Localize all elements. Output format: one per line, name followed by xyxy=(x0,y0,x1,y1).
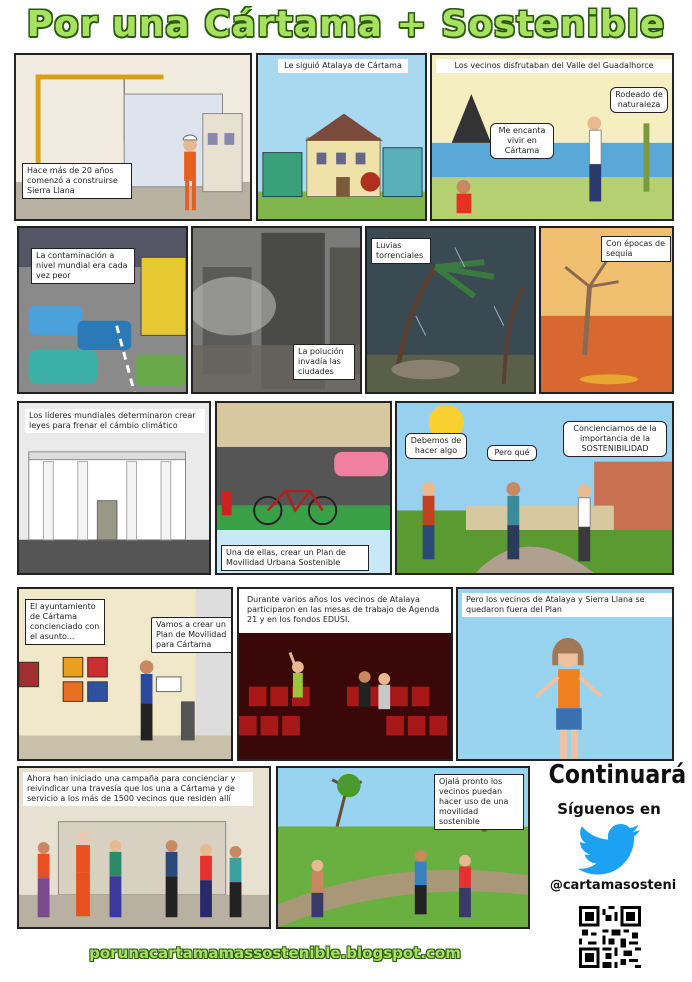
panel-15-walking xyxy=(276,766,530,929)
panel-10-awareness xyxy=(395,401,674,575)
page-title: Por una Cártama + Sostenible xyxy=(26,4,666,45)
panel-5-smog-city xyxy=(191,226,362,394)
panel-10-bubble-act: Debemos de hacer algo xyxy=(405,433,467,459)
panel-9-caption: Una de ellas, crear un Plan de Movilidad Urbana Sostenible xyxy=(221,545,369,571)
panel-11-bubble-plan: Vamos a crear un Plan de Movilidad para Cártama xyxy=(151,617,233,653)
panel-1-construction xyxy=(14,53,252,221)
twitter-bird-icon[interactable] xyxy=(578,824,642,876)
panel-2-atalaya xyxy=(256,53,427,221)
panel-13-left-out xyxy=(456,587,674,761)
panel-6-storm xyxy=(365,226,536,394)
panel-9-bicycle xyxy=(215,401,392,575)
panel-1-caption: Hace más de 20 años comenzó a construirse Sierra Llana xyxy=(22,163,132,199)
panel-4-caption: La contaminación a nivel mundial era cada vez peor xyxy=(31,248,135,284)
panel-14-campaign xyxy=(17,766,271,929)
blog-url[interactable]: porunacartamamassostenible.blogspot.com xyxy=(89,944,461,962)
panel-3-valley xyxy=(430,53,674,221)
panel-8-caption: Los líderes mundiales determinaron crear leyes para frenar el cámbio climático xyxy=(25,409,205,433)
follow-us-text: Síguenos en xyxy=(557,800,661,818)
panel-7-drought xyxy=(539,226,674,394)
panel-14-caption: Ahora han iniciado una campaña para concienciar y reivindicar una travesía que los una a Cártama y de servicio a los más de 1500 vecinos que residen allí xyxy=(23,772,253,806)
panel-12-caption: Durante varios años los vecinos de Atalaya participaron en las mesas de trabajo de Agenda 21 y en los fondos EDUSI. xyxy=(243,593,451,627)
panel-8-government xyxy=(17,401,211,575)
panel-3-bubble-cartama: Me encanta vivir en Cártama xyxy=(490,123,554,159)
twitter-handle[interactable]: @cartamasosteni xyxy=(549,878,677,893)
panel-12-meetings xyxy=(237,587,453,761)
continua-heading: Continuará xyxy=(548,760,687,790)
panel-15-caption: Ojalá pronto los vecinos puedan hacer uso de una movilidad sostenible xyxy=(434,774,524,830)
panel-3-caption: Los vecinos disfrutaban del Valle del Guadalhorce xyxy=(436,59,672,73)
panel-7-caption: Con épocas de sequía xyxy=(601,236,671,262)
panel-10-bubble-sustainability: Concienciarnos de la importancia de la SOSTENIBILIDAD xyxy=(563,421,667,457)
panel-13-caption: Pero los vecinos de Atalaya y Sierra Llana se quedaron fuera del Plan xyxy=(462,593,672,617)
panel-2-caption: Le siguió Atalaya de Cártama xyxy=(278,59,408,73)
panel-3-bubble-nature: Rodeado de naturaleza xyxy=(610,87,668,113)
panel-6-caption: Luvias torrenciales xyxy=(371,238,431,264)
panel-10-bubble-what: Pero qué xyxy=(487,445,537,461)
panel-4-pollution xyxy=(17,226,188,394)
panel-11-city-hall xyxy=(17,587,233,761)
qr-code[interactable] xyxy=(579,906,641,968)
panel-5-caption: La polución invadía las ciudades xyxy=(293,344,355,380)
panel-11-caption: El ayuntamiento de Cártama concienciado con el asunto... xyxy=(25,599,105,645)
